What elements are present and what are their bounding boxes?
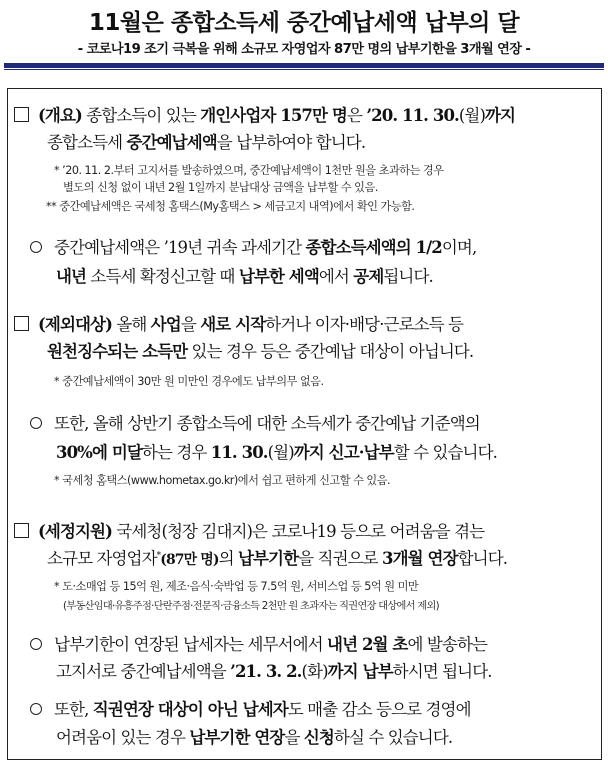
s2-bullet-1-cont bbox=[56, 439, 497, 463]
s2-bullet-1 bbox=[30, 410, 480, 434]
text: 이며, bbox=[441, 238, 477, 257]
text: 됩니다. bbox=[383, 267, 433, 286]
s3-bullet-1-cont bbox=[56, 658, 492, 682]
bold-text: ’20. 11. 30. bbox=[366, 106, 459, 125]
text: 올해 bbox=[111, 315, 151, 334]
text: 할 수 있습니다. bbox=[393, 443, 497, 462]
checkbox-square-icon bbox=[14, 107, 29, 122]
s1-line-2 bbox=[47, 129, 365, 153]
bold-text: 신청 bbox=[303, 728, 334, 747]
circle-bullet-icon bbox=[30, 703, 42, 715]
bold-text: 내년 2월 초 bbox=[327, 635, 408, 654]
s2-note-1: * 중간예납세액이 30만 원 미만인 경우에도 납부의무 없음. bbox=[54, 375, 324, 388]
circle-bullet-icon bbox=[30, 241, 42, 253]
text: 납부기한이 연장된 납세자는 세무서에서 bbox=[54, 635, 328, 654]
bold-text: 내년 bbox=[56, 267, 87, 286]
s3-line-1 bbox=[14, 518, 484, 542]
bold-text: 개인사업자 157만 명 bbox=[200, 106, 347, 125]
bold-text: 납부한 세액 bbox=[238, 267, 319, 286]
text: 을 bbox=[180, 315, 201, 334]
text: 도 매출 감소 등으로 경영에 bbox=[287, 700, 471, 719]
text: 합니다. bbox=[457, 549, 508, 568]
text: 종합소득이 있는 bbox=[81, 106, 201, 125]
s1-note-3: ** 중간예납세액은 국세청 홈택스(My홈택스 > 세금고지 내역)에서 확인 가능함. bbox=[46, 200, 415, 213]
s1-bullet-1 bbox=[30, 234, 476, 258]
s3-bullet-1 bbox=[30, 631, 487, 655]
text: 을 납부하여야 합니다. bbox=[216, 133, 366, 152]
s2-heading: (제외대상) bbox=[38, 315, 112, 334]
s3-note-1: * 도·소매업 등 15억 원, 제조·음식·숙박업 등 7.5억 원, 서비스업 등 5억 원 미만 bbox=[54, 580, 419, 593]
text: 하는 경우 bbox=[141, 443, 211, 462]
checkbox-square-icon bbox=[14, 523, 29, 538]
text: 있는 경우 등은 중간예납 대상이 아닙니다. bbox=[187, 342, 474, 361]
text: 중간예납세액은 ’19년 귀속 과세기간 bbox=[54, 238, 306, 257]
text: 하실 수 있습니다. bbox=[333, 728, 453, 747]
bold-text: 직권연장 대상이 아닌 납세자 bbox=[92, 700, 288, 719]
s3-line-2 bbox=[47, 545, 507, 569]
text: 하거나 이자·배당·근로소득 등 bbox=[265, 315, 464, 334]
text: 을 bbox=[284, 728, 304, 747]
page-title: 11월은 종합소득세 중간예납세액 납부의 달 bbox=[88, 10, 520, 36]
bold-text: 납부기한 bbox=[237, 549, 299, 568]
s1-line-1 bbox=[14, 102, 515, 126]
circle-bullet-icon bbox=[30, 638, 42, 650]
text: (월) bbox=[267, 443, 294, 462]
bold-text: 3개월 연장 bbox=[382, 549, 458, 568]
footnote-mark: * bbox=[156, 551, 161, 561]
header bbox=[0, 0, 608, 70]
bold-text: 새로 시작 bbox=[200, 315, 266, 334]
s2-note-2: * 국세청 홈택스(www.hometax.go.kr)에서 쉽고 편하게 신고할 수 있음. bbox=[54, 474, 391, 487]
text: 국세청(청장 김대지)은 코로나19 등으로 어려움을 겪는 bbox=[111, 522, 485, 541]
text: (화) bbox=[301, 662, 328, 681]
bold-text: 종합소득세액의 1/2 bbox=[305, 238, 442, 257]
text: 소득세 확정신고할 때 bbox=[86, 267, 239, 286]
text: 소규모 자영업자 bbox=[47, 549, 157, 568]
checkbox-square-icon bbox=[14, 316, 29, 331]
bold-text: 까지 납부 bbox=[327, 662, 393, 681]
text: 에 발송하는 bbox=[407, 635, 488, 654]
s3-bullet-2-cont bbox=[56, 724, 452, 748]
text: 을 직권으로 bbox=[298, 549, 383, 568]
s2-line-2 bbox=[47, 338, 473, 362]
circle-bullet-icon bbox=[30, 417, 42, 429]
text: 은 bbox=[346, 106, 367, 125]
text: 또한, 올해 상반기 종합소득에 대한 소득세가 중간예납 기준액의 bbox=[54, 414, 480, 433]
page-subtitle: - 코로나19 조기 극복을 위해 소규모 자영업자 87만 명의 납부기한을 3개월 연장 - bbox=[77, 42, 531, 57]
s1-note-1: * ’20. 11. 2.부터 고지서를 발송하였으며, 중간예납세액이 1천만 원을 초과하는 경우 bbox=[54, 164, 444, 177]
s3-bullet-2 bbox=[30, 696, 471, 720]
s1-bullet-1-cont bbox=[56, 263, 433, 287]
bold-text: 사업 bbox=[150, 315, 181, 334]
title-rule-thin bbox=[4, 69, 604, 70]
text: 종합소득세 bbox=[47, 133, 127, 152]
text: 어려움이 있는 경우 bbox=[56, 728, 190, 747]
bold-text: 중간예납세액 bbox=[126, 133, 217, 152]
bold-text: 11. 30. bbox=[210, 443, 268, 462]
text: (월) bbox=[458, 106, 486, 125]
bold-text: 납부기한 연장 bbox=[189, 728, 285, 747]
text: 하시면 됩니다. bbox=[392, 662, 492, 681]
text: 에서 bbox=[318, 267, 354, 286]
s1-note-2: 별도의 신청 없이 내년 2월 1일까지 분납대상 금액을 납부할 수 있음. bbox=[63, 181, 378, 194]
bold-text: 까지 bbox=[485, 106, 516, 125]
text: 고지서로 중간예납세액을 bbox=[56, 662, 231, 681]
bold-text: (87만 명) bbox=[160, 552, 219, 568]
s1-heading: (개요) bbox=[38, 106, 82, 125]
s3-heading: (세정지원) bbox=[38, 522, 112, 541]
text: 또한, bbox=[54, 700, 93, 719]
s2-line-1 bbox=[14, 311, 463, 335]
title-rule bbox=[4, 63, 604, 68]
bold-text: 원천징수되는 소득만 bbox=[47, 342, 188, 361]
bold-text: ’21. 3. 2. bbox=[230, 662, 302, 681]
bold-text: 까지 신고·납부 bbox=[293, 443, 394, 462]
text: 의 bbox=[218, 549, 238, 568]
bold-text: 30%에 미달 bbox=[56, 443, 142, 462]
s3-note-2: (부동산임대·유흥주점·단란주점·전문직·금융소득 2천만 원 초과자는 직권연장 대상에서 제외) bbox=[63, 601, 439, 612]
bold-text: 공제 bbox=[353, 267, 384, 286]
